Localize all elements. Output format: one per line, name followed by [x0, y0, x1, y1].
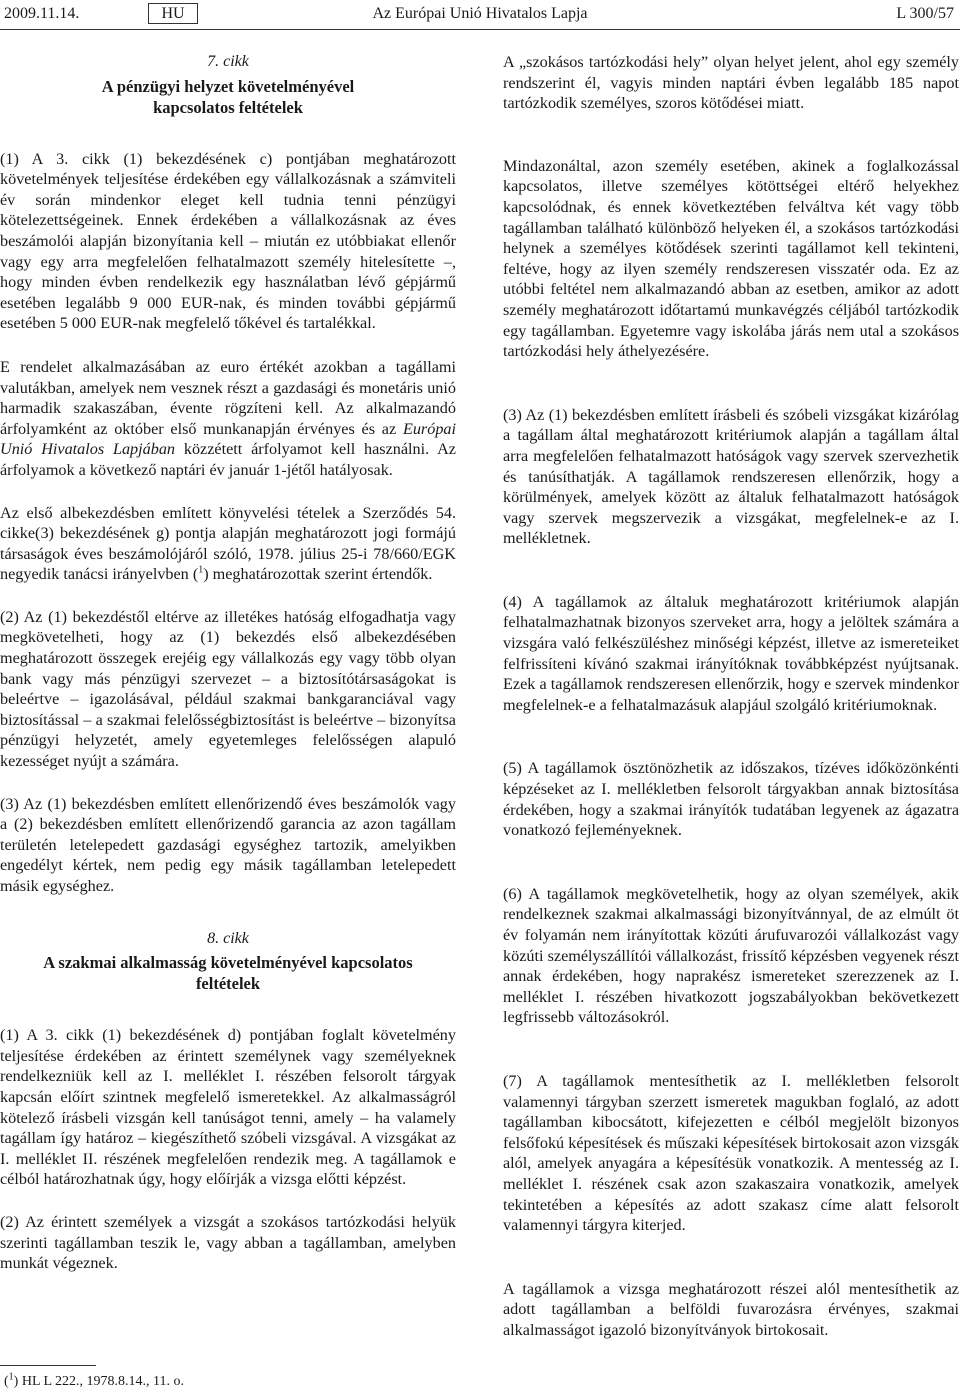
footnote-rule — [0, 1365, 96, 1366]
header-language-box: HU — [148, 3, 198, 24]
article-7-paragraph-1-subparagraph-3 — [0, 503, 456, 585]
footnote-text: ) HL L 222., 1978.8.14., 11. o. — [13, 1374, 184, 1389]
article-7-number: 7. cikk — [207, 53, 249, 70]
article-8-paragraph-7-subparagraph-2: A tagállamok a vizsga meghatározott részei alól mentesíthetik az adott tagállamban a belföldi fuvarozásra érvényes, szakmai alkalmasságot igazoló bizonyítványok birtokosait. — [503, 1279, 959, 1339]
header-journal-title: Az Európai Unió Hivatalos Lapja — [372, 5, 588, 22]
header-rule — [0, 29, 960, 30]
text-run: Az első albekezdésben említett könyvelési tételek a Szerződés 54. cikke(3) bekezdésének g) pontja alapján meghatározott jogi formájú társaságok éves beszámolójáról szóló, 1978. július 25-i 78/660/EGK negyedik tanácsi irányelvben ( — [0, 503, 456, 584]
article-8-title: A szakmai alkalmasság követelményével kapcsolatos feltételek — [43, 953, 413, 994]
left-column — [0, 52, 456, 1274]
article-8-paragraph-4: (4) A tagállamok az általuk meghatározott kritériumok alapján felhatalmazhatnak bizonyos szerveket arra, hogy a jelöltek számára a vizsgára való felkészüléshez minőségi képzést, illetve az ismereteiket felfrissíteni kívánó szakmai irányítóknak továbbképzést nyújtsanak. Ezek a tagállamok rendszeresen ellenőrzik, hogy e szervek mindenkor megfelelnek-e a felhatalmazásuk alapjául szolgáló kritériumoknak. — [503, 592, 959, 714]
article-7-title: A pénzügyi helyzet követelményével kapcsolatos feltételek — [101, 76, 355, 117]
text-run: ) meghatározottak szerint értendők. — [203, 565, 433, 584]
header-page-number: L 300/57 — [896, 5, 954, 22]
journal-name-italic: Európai Unió Hivatalos Lapjában — [0, 419, 456, 459]
article-7-paragraph-1-subparagraph-2 — [0, 357, 456, 481]
article-8-paragraph-5: (5) A tagállamok ösztönözhetik az időszakos, tízéves időközönkénti képzéseket az I. mellékletben felsorolt tárgyakban annak biztosítása érdekében, hogy a szakmai irányítók tudatában legyenek az ágazatra vonatkozó fejleményeknek. — [503, 759, 959, 840]
right-column — [503, 52, 959, 1341]
article-8-paragraph-3: (3) Az (1) bekezdésben említett írásbeli és szóbeli vizsgákat kizárólag a tagállam által meghatározott kritériumok alapján a tagállam által arra megfelelően felhatalmazott hatóságok vagy szervek szervezhetik és tanúsíthatják. A tagállamok rendszeresen ellenőrzik, hogy a körülmények, amelyek között az általuk felhatalmazott hatóságok vagy szervek megszervezik a vizsgákat, megfelelnek-e az I. mellékletnek. — [503, 405, 959, 548]
article-8-paragraph-2: (2) Az érintett személyek a vizsgát a szokásos tartózkodási helyük szerinti tagállamban teszik le, vagy abban a tagállamban, amelyben munkát végeznek. — [0, 1212, 456, 1273]
footnote: ($^1$) HL L 222., 1978.8.14., 11. o. — [4, 1371, 184, 1389]
article-8-number: 8. cikk — [207, 929, 249, 947]
article-8-paragraph-1: (1) A 3. cikk (1) bekezdésének d) pontjában foglalt követelmény teljesítése érdekében az érintett személynek vagy személyeknek rendelkezniük kell az I. melléklet I. részében felsorolt tárgyak kapcsán előírt szintnek megfelelő ismeretekkel. Az alkalmasságról kötelező írásbeli vizsgán kell tanúságot tenni, amely – ha valamely tagállam így határoz – kiegészíthető szóbeli vizsgával. A vizsgákat az I. melléklet II. részének megfelelően rendezik meg. A tagállamok e célból határozhatnak úgy, hogy előírják a vizsga előtti képzést. — [0, 1026, 456, 1189]
article-8-paragraph-7: (7) A tagállamok mentesíthetik az I. mellékletben felsorolt valamennyi tárgyban szerzett ismeretek magukban foglaló, az adott tagállamban kibocsátott, kifejezetten e célból megjelölt bizonyos felsőfokú képesítések és műszaki képesítések birtokosait azon vizsgák alól, amelyek anyagára a képesítésük vonatkozik. A mentesség az I. melléklet I. részének csak azon szakaszaira vonatkozik, amelyek tekintetében a képesítés az adott szakasz címe alatt felsorolt valamennyi tárgyra kiterjed. — [503, 1071, 959, 1235]
text-run: E rendelet alkalmazásában az euro értékét azokban a tagállami valutákban, amelyek nem vesznek részt a gazdasági és monetáris unió harmadik szakaszában, évente rögzíteni kell. Az alkalmazandó árfolyamként az október első munkanapján érvényes és az — [0, 357, 456, 438]
text-run: közzétett árfolyamot kell használni. Az árfolyamok a következő naptári év január 1-jétől hatályosak. — [0, 440, 456, 479]
header-date: 2009.11.14. — [4, 5, 80, 22]
article-8-paragraph-2-definition: A „szokásos tartózkodási hely” olyan helyet jelent, ahol egy személy rendszerint él, vagyis minden naptári évben legalább 185 napot tartózkodik személyes, szoros kötődései miatt. — [503, 53, 959, 113]
footnote-reference: 1 — [198, 564, 204, 576]
footnote-number: 1 — [8, 1371, 14, 1383]
article-7-paragraph-1: (1) A 3. cikk (1) bekezdésének c) pontjában meghatározott követelmények teljesítése érdekében egy vállalkozásnak a számviteli év során mindenkor eleget kell tudnia tenni pénzügyi kötelezettségeinek. Ennek érdekében a vállalkozásnak az éves beszámolói alapján bizonyítania kell – miután ez utóbbiakat ellenőr vagy egy arra megfelelően felhatalmazott személy hitelesítette –, hogy minden évben rendelkezik egy használatban lévő gépjármű esetében legalább 9 000 EUR-nak, és minden további gépjármű esetében 5 000 EUR-nak megfelelő tőkével és tartalékkal. — [0, 149, 456, 333]
page-header — [0, 0, 960, 30]
article-7-paragraph-3: (3) Az (1) bekezdésben említett ellenőrizendő éves beszámolók vagy a (2) bekezdésben említett ellenőrizendő garancia az azon tagállam területén letelepedett gazdasági egységhez tartozik, amelyikben engedélyt kértek, nem pedig egy másik tagállamban letelepedett másik egységhez. — [0, 794, 456, 895]
article-8-paragraph-6: (6) A tagállamok megkövetelhetik, hogy az olyan személyek, akik rendelkeznek szakmai alkalmassági bizonyítvánnyal, de az elmúlt öt év folyamán nem irányítottak közúti árufuvarozói vállalkozást vagy közúti személyszállítói vállalkozást, frissítő képzésben vegyenek részt annak érdekében, hogy naprakész ismereteket szerezzenek az I. melléklet I. részében hivatkozott jogszabályokban bekövetkezett legfrissebb változásokról. — [503, 884, 959, 1027]
article-7-paragraph-2: (2) Az (1) bekezdéstől eltérve az illetékes hatóság elfogadhatja vagy megkövetelheti, hogy az (1) bekezdés első albekezdésében meghatározott összegek erejéig egy vállalkozás egy vagy több olyan bank vagy más pénzügyi szervezet – a biztosítótársaságokat is beleértve – igazolásával, például szakmai bankgaranciával vagy biztosítással – a szakmai felelősségbiztosítást is beleértve – bizonyítsa pénzügyi helyzetét, amely egyetemleges felelősségen alapuló kezességet nyújt a számára. — [0, 607, 456, 771]
article-8-paragraph-2-subparagraph-3: Mindazonáltal, azon személy esetében, akinek a foglalkozással kapcsolatos, illetve személyes kötöttségei eltérő helyekhez kapcsolódnak, és ennek következtében felváltva két vagy több tagállamban található különböző helyeken él, a szokásos tartózkodási helynek a személyes kötődések szerinti tagállamot kell tekinteni, feltéve, hogy az ilyen személy rendszeresen visszatér oda. Ez az utóbbi feltétel nem alkalmazandó abban az esetben, amikor az adott személy meghatározott időtartamú munkavégzés céljából tartózkodik egy tagállamban. Egyetemre vagy iskolába járás nem utal a szokásos tartózkodási hely áthelyezésére. — [503, 156, 959, 361]
